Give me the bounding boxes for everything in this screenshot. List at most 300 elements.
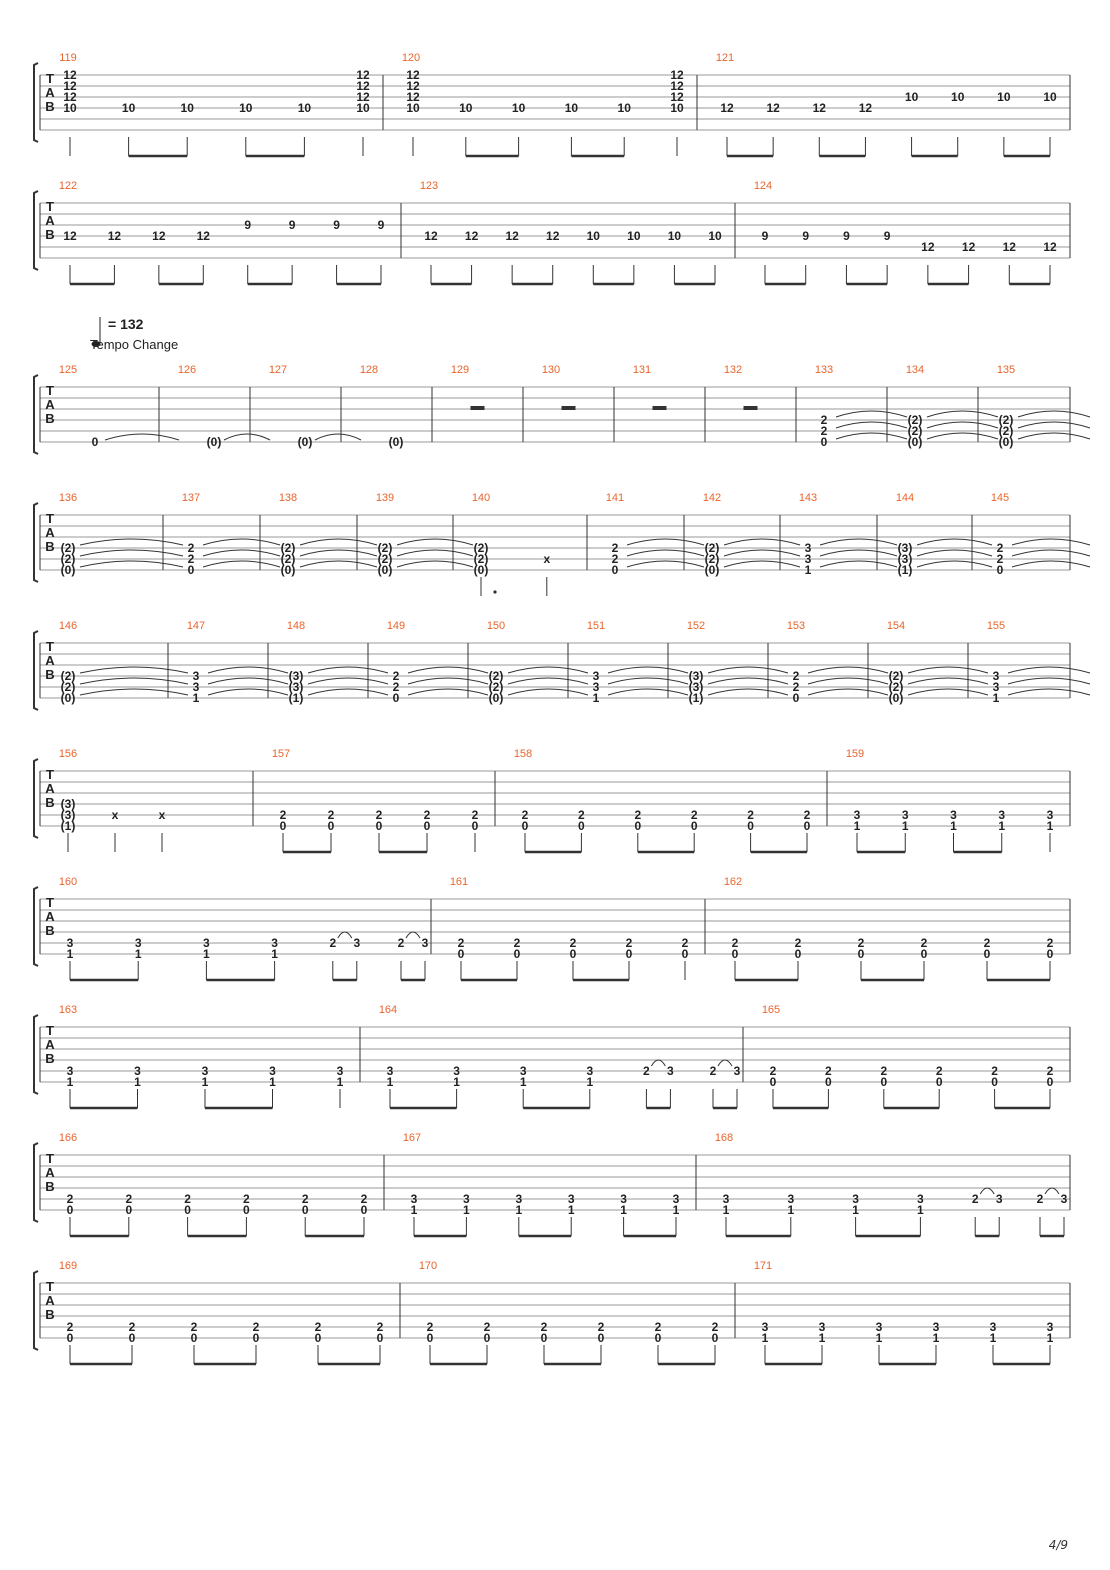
tab-clef-letter: A — [45, 1037, 55, 1052]
fret-number: 1 — [787, 1203, 795, 1217]
tie-arc — [836, 422, 907, 428]
measure-number: 138 — [278, 492, 298, 504]
fret-number: 1 — [192, 691, 200, 705]
fret-number: (1) — [288, 691, 304, 705]
fret-number: 1 — [950, 819, 957, 833]
tie-arc — [724, 550, 800, 556]
fret-number: 2 — [611, 541, 619, 555]
fret-number: 3 — [134, 1064, 141, 1078]
fret-number: 9 — [802, 229, 810, 243]
fret-number: 1 — [463, 1203, 470, 1217]
measure-number: 131 — [632, 364, 652, 376]
tie-arc — [80, 561, 183, 567]
fret-number: 2 — [634, 808, 642, 822]
measure-number: 152 — [686, 620, 706, 632]
fret-number: 2 — [920, 936, 928, 950]
fret-number: 2 — [360, 1192, 368, 1206]
fret-number: 2 — [184, 1192, 191, 1206]
fret-number: 2 — [991, 1064, 998, 1078]
fret-number: 2 — [327, 808, 335, 822]
fret-number: 12 — [63, 229, 77, 243]
fret-number: 10 — [406, 101, 420, 115]
fret-number: 10 — [180, 101, 194, 115]
measure-number: 137 — [181, 492, 201, 504]
page-number: 4/9 — [1048, 1538, 1068, 1552]
measure-number: 133 — [814, 364, 834, 376]
fret-number: 3 — [950, 808, 957, 822]
tab-clef-letter: B — [45, 923, 55, 938]
fret-number: 3 — [667, 1064, 674, 1078]
fret-number: 12 — [107, 229, 122, 243]
fret-number: 3 — [722, 1192, 730, 1206]
fret-number: 1 — [519, 1075, 527, 1089]
measure-number: 121 — [715, 52, 735, 64]
tie-arc — [808, 667, 888, 673]
fret-number: 12 — [546, 229, 560, 243]
tie-arc — [908, 689, 988, 695]
fret-number: 0 — [314, 1331, 322, 1345]
fret-number: (2) — [280, 541, 296, 555]
measure-number: 147 — [186, 620, 206, 632]
fret-number: 0 — [392, 691, 400, 705]
fret-number: 1 — [852, 1203, 859, 1217]
tab-clef-letter: T — [46, 1151, 54, 1166]
tie-arc — [808, 678, 888, 684]
tie-arc — [1018, 433, 1090, 439]
fret-number: 0 — [634, 819, 642, 833]
fret-number: 2 — [187, 552, 195, 566]
fret-number: 12 — [505, 229, 519, 243]
dot — [493, 590, 496, 593]
fret-number: (1) — [897, 563, 913, 577]
tab-clef-letter: T — [46, 1023, 54, 1038]
fret-number: 12 — [670, 79, 684, 93]
fret-number: 3 — [269, 1064, 276, 1078]
measure-number: 162 — [723, 876, 743, 888]
fret-number: 1 — [761, 1331, 769, 1345]
fret-number: 2 — [392, 680, 400, 694]
fret-number: 3 — [995, 1192, 1003, 1206]
fret-number: 3 — [917, 1192, 924, 1206]
tie-arc — [608, 689, 688, 695]
measure-number: 134 — [905, 364, 925, 376]
fret-number: 2 — [375, 808, 383, 822]
fret-number: 3 — [567, 1192, 575, 1206]
fret-number: 2 — [1036, 1192, 1044, 1206]
fret-number: 1 — [722, 1203, 730, 1217]
fret-number: 2 — [625, 936, 633, 950]
fret-number: 0 — [690, 819, 698, 833]
fret-number: (2) — [704, 552, 720, 566]
tie-arc — [927, 433, 998, 439]
fret-number: 10 — [627, 229, 641, 243]
fret-number: 2 — [643, 1064, 650, 1078]
fret-number: 12 — [406, 79, 420, 93]
fret-number: 3 — [818, 1320, 826, 1334]
fret-number: 9 — [288, 218, 296, 232]
fret-number: 0 — [857, 947, 865, 961]
fret-number: 0 — [935, 1075, 943, 1089]
fret-number: 2 — [1046, 936, 1054, 950]
fret-number: 3 — [733, 1064, 741, 1078]
fret-number: 2 — [569, 936, 577, 950]
fret-number: 3 — [66, 1064, 74, 1078]
fret-number: 1 — [672, 1203, 680, 1217]
fret-number: 3 — [932, 1320, 940, 1334]
fret-number: (2) — [998, 413, 1014, 427]
measure-number: 166 — [58, 1132, 78, 1144]
fret-number: 0 — [66, 1203, 74, 1217]
fret-number: 3 — [998, 808, 1006, 822]
fret-number: 2 — [483, 1320, 491, 1334]
fret-number: 12 — [464, 229, 479, 243]
fret-number: 1 — [134, 1075, 141, 1089]
tie-arc — [308, 678, 388, 684]
fret-number: (2) — [888, 669, 904, 683]
tie-arc — [397, 550, 473, 556]
fret-number: (2) — [280, 552, 296, 566]
tie-arc — [1008, 689, 1090, 695]
fret-number: 2 — [857, 936, 865, 950]
fret-number: 3 — [336, 1064, 344, 1078]
measure-number: 144 — [895, 492, 915, 504]
fret-number: 12 — [766, 101, 780, 115]
fret-number: 0 — [540, 1331, 548, 1345]
tie-arc — [300, 550, 377, 556]
fret-number: 2 — [996, 541, 1004, 555]
fret-number: (1) — [60, 819, 76, 833]
fret-number: 0 — [731, 947, 739, 961]
fret-number: 3 — [463, 1192, 470, 1206]
fret-number: (2) — [60, 680, 76, 694]
measure-number: 132 — [723, 364, 743, 376]
measure-number: 126 — [177, 364, 197, 376]
fret-number: 2 — [392, 669, 400, 683]
fret-number: 2 — [597, 1320, 605, 1334]
fret-number: (2) — [998, 424, 1014, 438]
measure-number: 168 — [714, 1132, 734, 1144]
fret-number: 0 — [681, 947, 689, 961]
fret-number: (2) — [60, 669, 76, 683]
tab-clef-letter: B — [45, 539, 55, 554]
fret-number: (0) — [377, 563, 393, 577]
whole-rest — [471, 406, 485, 410]
fret-number: 1 — [271, 947, 278, 961]
fret-number: 3 — [804, 541, 812, 555]
tab-clef-letter: B — [45, 1051, 55, 1066]
fret-number: (0) — [60, 563, 76, 577]
fret-number: 0 — [187, 563, 195, 577]
fret-number: 0 — [920, 947, 928, 961]
tie-arc — [1012, 561, 1090, 567]
fret-number: (0) — [388, 435, 404, 449]
tie-arc — [836, 411, 907, 417]
fret-number: 3 — [453, 1064, 460, 1078]
fret-number: (0) — [206, 435, 222, 449]
measure-number: 158 — [513, 748, 533, 760]
fret-number: 1 — [410, 1203, 418, 1217]
system-bracket — [34, 63, 38, 142]
fret-number: 10 — [667, 229, 682, 243]
tie-arc — [300, 561, 377, 567]
tab-clef-letter: B — [45, 795, 55, 810]
fret-number: 2 — [423, 808, 431, 822]
tie-arc — [208, 689, 288, 695]
fret-number: 2 — [681, 936, 689, 950]
measure-number: 141 — [605, 492, 625, 504]
fret-number: 1 — [515, 1203, 523, 1217]
fret-number: 2 — [540, 1320, 548, 1334]
whole-rest — [562, 406, 576, 410]
fret-number: 0 — [820, 435, 828, 449]
fret-number: 2 — [457, 936, 465, 950]
tie-arc — [627, 561, 704, 567]
fret-number: 2 — [709, 1064, 717, 1078]
fret-number: (3) — [688, 669, 704, 683]
fret-number: 0 — [376, 1331, 384, 1345]
fret-number: 3 — [989, 1320, 997, 1334]
fret-number: 3 — [192, 669, 200, 683]
fret-number: 0 — [747, 819, 754, 833]
fret-number: (3) — [897, 552, 913, 566]
fret-number: 2 — [125, 1192, 133, 1206]
measure-number: 142 — [702, 492, 722, 504]
fret-number: (0) — [998, 435, 1014, 449]
measure-number: 151 — [586, 620, 606, 632]
system-bracket — [34, 375, 38, 454]
tab-clef-letter: T — [46, 767, 54, 782]
fret-number: (3) — [288, 669, 304, 683]
fret-number: 2 — [996, 552, 1004, 566]
muted-note: x — [158, 808, 166, 822]
measure-number: 120 — [401, 52, 421, 64]
tab-clef-letter: A — [45, 213, 55, 228]
fret-number: (0) — [888, 691, 904, 705]
fret-number: (3) — [60, 797, 76, 811]
whole-rest — [653, 406, 667, 410]
fret-number: 0 — [190, 1331, 198, 1345]
fret-number: 2 — [731, 936, 739, 950]
fret-number: 12 — [152, 229, 166, 243]
tab-clef-letter: T — [46, 639, 54, 654]
fret-number: 3 — [201, 1064, 209, 1078]
fret-number: (3) — [688, 680, 704, 694]
fret-number: 0 — [128, 1331, 136, 1345]
fret-number: 10 — [670, 101, 684, 115]
fret-number: 2 — [66, 1320, 74, 1334]
slur-arc — [338, 932, 352, 938]
tie-arc — [708, 678, 788, 684]
fret-number: (2) — [377, 541, 393, 555]
muted-note: x — [111, 808, 119, 822]
fret-number: 3 — [192, 680, 200, 694]
fret-number: 12 — [670, 90, 684, 104]
slur-arc — [1045, 1188, 1059, 1194]
measure-number: 127 — [268, 364, 288, 376]
fret-number: 2 — [128, 1320, 136, 1334]
fret-number: 3 — [66, 936, 74, 950]
tie-arc — [820, 550, 897, 556]
fret-number: 3 — [134, 936, 142, 950]
muted-note: x — [543, 552, 551, 566]
measure-number: 145 — [990, 492, 1010, 504]
fret-number: 2 — [301, 1192, 309, 1206]
fret-number: 9 — [843, 229, 850, 243]
fret-number: 3 — [761, 1320, 769, 1334]
tie-arc — [1018, 411, 1090, 417]
fret-number: 2 — [426, 1320, 434, 1334]
measure-number: 160 — [58, 876, 78, 888]
measure-number: 130 — [541, 364, 561, 376]
fret-number: 2 — [794, 936, 802, 950]
fret-number: 12 — [356, 79, 370, 93]
fret-number: 0 — [569, 947, 577, 961]
measure-number: 135 — [996, 364, 1016, 376]
tab-clef-letter: A — [45, 909, 55, 924]
tie-arc — [300, 539, 377, 545]
fret-number: 12 — [63, 79, 77, 93]
tie-arc — [408, 678, 488, 684]
fret-number: 10 — [951, 90, 965, 104]
fret-number: 3 — [672, 1192, 680, 1206]
system-bracket — [34, 1143, 38, 1222]
system-bracket — [34, 631, 38, 710]
fret-number: 1 — [66, 1075, 74, 1089]
fret-number: 0 — [794, 947, 802, 961]
fret-number: 2 — [747, 808, 754, 822]
fret-number: 0 — [327, 819, 335, 833]
fret-number: 3 — [1046, 1320, 1054, 1334]
fret-number: 3 — [386, 1064, 394, 1078]
fret-number: (2) — [488, 669, 504, 683]
fret-number: (2) — [473, 541, 489, 555]
fret-number: 10 — [708, 229, 722, 243]
fret-number: 10 — [63, 101, 77, 115]
tab-clef-letter: A — [45, 525, 55, 540]
fret-number: 0 — [426, 1331, 434, 1345]
fret-number: 2 — [820, 413, 828, 427]
fret-number: 9 — [244, 218, 252, 232]
fret-number: 3 — [271, 936, 278, 950]
measure-number: 156 — [58, 748, 78, 760]
fret-number: 9 — [883, 229, 891, 243]
fret-number: 12 — [63, 90, 77, 104]
fret-number: 10 — [904, 90, 919, 104]
tie-arc — [397, 561, 473, 567]
fret-number: 0 — [825, 1075, 832, 1089]
tie-arc — [80, 539, 183, 545]
system-bracket — [34, 191, 38, 270]
tie-arc — [908, 667, 988, 673]
fret-number: 12 — [720, 101, 734, 115]
fret-number: (0) — [704, 563, 720, 577]
fret-number: 10 — [511, 101, 526, 115]
fret-number: 2 — [329, 936, 337, 950]
tab-clef-letter: T — [46, 199, 54, 214]
fret-number: 12 — [858, 101, 873, 115]
fret-number: 1 — [1046, 1331, 1054, 1345]
tab-clef-letter: B — [45, 1179, 55, 1194]
fret-number: 2 — [471, 808, 479, 822]
tie-arc — [836, 433, 907, 439]
fret-number: 0 — [375, 819, 383, 833]
tie-arc — [927, 411, 998, 417]
fret-number: 2 — [279, 808, 287, 822]
tie-arc — [203, 561, 280, 567]
fret-number: (2) — [907, 413, 923, 427]
fret-number: 2 — [825, 1064, 832, 1078]
fret-number: 1 — [66, 947, 74, 961]
fret-number: (0) — [473, 563, 489, 577]
measure-number: 167 — [402, 1132, 422, 1144]
fret-number: 12 — [356, 90, 370, 104]
fret-number: 1 — [203, 947, 210, 961]
tab-clef-letter: B — [45, 667, 55, 682]
fret-number: 1 — [453, 1075, 460, 1089]
fret-number: (0) — [907, 435, 923, 449]
fret-number: 12 — [921, 240, 935, 254]
tab-clef-letter: A — [45, 781, 55, 796]
measure-number: 153 — [786, 620, 806, 632]
tie-arc — [724, 539, 800, 545]
fret-number: 0 — [792, 691, 800, 705]
fret-number: 1 — [901, 819, 909, 833]
tie-arc — [408, 667, 488, 673]
fret-number: 0 — [1046, 947, 1054, 961]
tie-arc — [908, 678, 988, 684]
fret-number: 0 — [711, 1331, 719, 1345]
fret-number: 2 — [314, 1320, 322, 1334]
tempo-value: = 132 — [108, 316, 144, 332]
fret-number: 0 — [423, 819, 431, 833]
slur-arc — [718, 1060, 732, 1066]
fret-number: (2) — [377, 552, 393, 566]
tie-arc — [105, 434, 179, 440]
fret-number: 3 — [875, 1320, 883, 1334]
fret-number: 12 — [961, 240, 976, 254]
measure-number: 119 — [59, 52, 77, 64]
fret-number: 12 — [1043, 240, 1057, 254]
tie-arc — [627, 539, 704, 545]
tab-clef-letter: A — [45, 1293, 55, 1308]
fret-number: 0 — [301, 1203, 309, 1217]
measure-number: 155 — [986, 620, 1006, 632]
fret-number: 1 — [818, 1331, 826, 1345]
fret-number: 2 — [820, 424, 828, 438]
measure-number: 169 — [58, 1260, 78, 1272]
fret-number: 3 — [519, 1064, 527, 1078]
tie-arc — [80, 550, 183, 556]
tie-arc — [208, 678, 288, 684]
fret-number: 3 — [592, 680, 600, 694]
fret-number: (2) — [60, 541, 76, 555]
fret-number: 2 — [397, 936, 405, 950]
fret-number: 3 — [203, 936, 210, 950]
fret-number: 12 — [406, 68, 420, 82]
fret-number: 3 — [1046, 808, 1054, 822]
fret-number: 1 — [386, 1075, 394, 1089]
fret-number: 0 — [803, 819, 811, 833]
fret-number: 2 — [578, 808, 585, 822]
fret-number: 2 — [971, 1192, 979, 1206]
measure-number: 171 — [753, 1260, 773, 1272]
tie-arc — [315, 434, 361, 440]
measure-number: 123 — [419, 180, 439, 192]
fret-number: (2) — [888, 680, 904, 694]
tie-arc — [917, 539, 992, 545]
fret-number: 2 — [513, 936, 521, 950]
tie-arc — [608, 678, 688, 684]
